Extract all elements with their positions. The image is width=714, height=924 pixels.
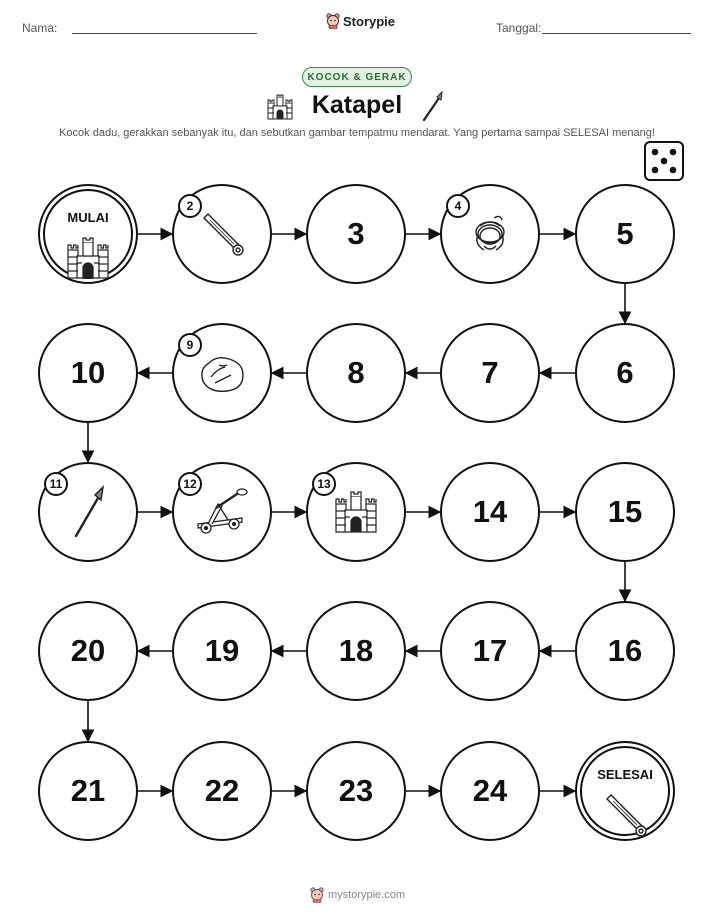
board-cell	[172, 741, 272, 841]
cell-number: 22	[204, 773, 240, 808]
board-cell	[172, 323, 272, 423]
cell-number: 24	[472, 773, 508, 808]
cell-number: 5	[616, 216, 634, 251]
board-cell	[38, 462, 138, 562]
board-cell	[38, 323, 138, 423]
board-cell	[172, 184, 272, 284]
board-cell	[306, 323, 406, 423]
board-cell	[306, 462, 406, 562]
board-cell	[440, 462, 540, 562]
board-cell	[306, 184, 406, 284]
cell-number: 19	[204, 633, 240, 668]
castle-icon	[66, 236, 110, 285]
spear-icon	[68, 484, 108, 545]
cell-number: 20	[70, 633, 106, 668]
cell-number-badge: 11	[44, 472, 68, 496]
instructions: Kocok dadu, gerakkan sebanyak itu, dan sebutkan gambar tempatmu mendarat. Yang pertama sampai SELESAI menang!	[59, 127, 655, 139]
board-cell	[38, 741, 138, 841]
finish-cell	[575, 741, 675, 841]
board-cell	[440, 741, 540, 841]
board-cell	[440, 184, 540, 284]
board-cell	[172, 462, 272, 562]
rope-coil-icon	[466, 210, 514, 263]
cell-number: 21	[70, 773, 106, 808]
category-badge: KOCOK & GERAK	[302, 67, 412, 87]
name-label: Nama:	[22, 21, 58, 35]
date-label: Tanggal:	[496, 21, 542, 35]
board-cell	[306, 601, 406, 701]
cell-number: 8	[347, 355, 365, 390]
board-cell	[575, 323, 675, 423]
cell-number-badge: 4	[446, 194, 470, 218]
catapult-icon	[194, 488, 250, 541]
board-cell	[306, 741, 406, 841]
bear-mascot-icon	[310, 887, 324, 903]
board-cell	[440, 601, 540, 701]
board-cell	[575, 601, 675, 701]
board-cell	[440, 323, 540, 423]
cell-number: 10	[70, 355, 106, 390]
cell-number: 6	[616, 355, 634, 390]
cell-number-badge: 2	[178, 194, 202, 218]
board-cell	[38, 601, 138, 701]
rock-icon	[197, 351, 247, 400]
cell-number: 16	[607, 633, 643, 668]
castle-icon	[334, 490, 378, 539]
cell-number-badge: 9	[178, 333, 202, 357]
start-label: MULAI	[67, 210, 109, 225]
cell-number: 14	[472, 494, 508, 529]
board-cell	[575, 462, 675, 562]
page-title: Katapel	[311, 91, 403, 119]
footer	[310, 887, 405, 903]
cell-number: 17	[472, 633, 508, 668]
wooden-stick-icon	[601, 791, 649, 844]
board-cell	[172, 601, 272, 701]
cell-number: 15	[607, 494, 643, 529]
board-cell	[575, 184, 675, 284]
cell-number-badge: 13	[312, 472, 336, 496]
cell-number: 18	[338, 633, 374, 668]
cell-number-badge: 12	[178, 472, 202, 496]
cell-number: 23	[338, 773, 374, 808]
start-cell	[38, 184, 138, 284]
finish-label: SELESAI	[597, 767, 653, 782]
cell-number: 7	[481, 355, 499, 390]
wooden-stick-icon	[198, 210, 246, 263]
brand-name: Storypie	[343, 13, 396, 29]
cell-number: 3	[347, 216, 365, 251]
footer-site: mystorypie.com	[328, 889, 406, 901]
